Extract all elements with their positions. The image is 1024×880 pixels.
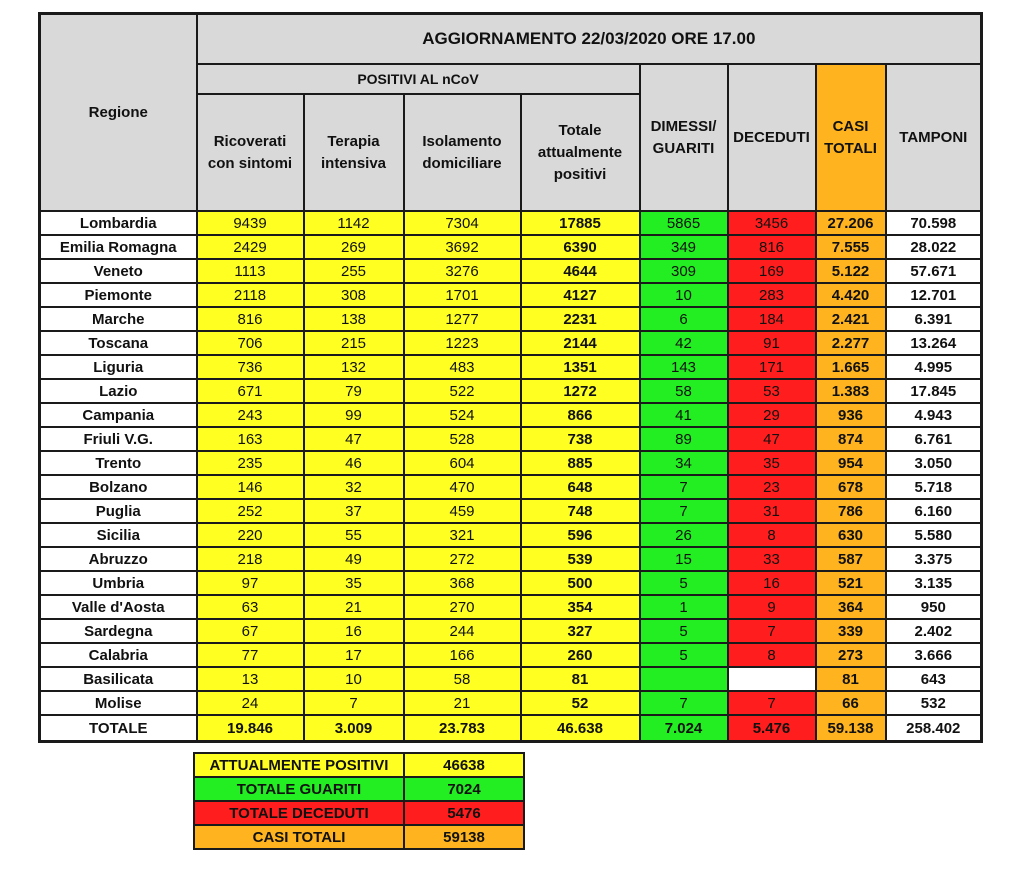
terapia-cell: 16: [304, 619, 404, 643]
summary-row: [194, 801, 524, 825]
casi-cell: 954: [816, 451, 886, 475]
casi-cell: 1.665: [816, 355, 886, 379]
totale-positivi-header: Totale attualmente positivi: [521, 94, 640, 211]
summary-label: CASI TOTALI: [194, 825, 404, 849]
region-name: Friuli V.G.: [40, 427, 197, 451]
isolamento-cell: 23.783: [404, 715, 521, 742]
tamponi-cell: 6.761: [886, 427, 982, 451]
ricoverati-cell: 9439: [197, 211, 304, 235]
isolamento-cell: 3692: [404, 235, 521, 259]
isolamento-cell: 321: [404, 523, 521, 547]
isolamento-cell: 7304: [404, 211, 521, 235]
casi-cell: 630: [816, 523, 886, 547]
dimessi-cell: 5865: [640, 211, 728, 235]
region-name: Lazio: [40, 379, 197, 403]
dimessi-cell: 5: [640, 619, 728, 643]
tamponi-cell: 6.160: [886, 499, 982, 523]
terapia-cell: 308: [304, 283, 404, 307]
ricoverati-cell: 220: [197, 523, 304, 547]
summary-value: 46638: [404, 753, 524, 777]
deceduti-cell: 7: [728, 619, 816, 643]
region-name: TOTALE: [40, 715, 197, 742]
dimessi-cell: 7.024: [640, 715, 728, 742]
ricoverati-cell: 671: [197, 379, 304, 403]
ricoverati-cell: 1113: [197, 259, 304, 283]
deceduti-header: DECEDUTI: [728, 64, 816, 211]
ricoverati-cell: 252: [197, 499, 304, 523]
tamponi-cell: 5.580: [886, 523, 982, 547]
tamponi-cell: 57.671: [886, 259, 982, 283]
isolamento-cell: 528: [404, 427, 521, 451]
dimessi-cell: 7: [640, 691, 728, 715]
regional-data-table: [38, 12, 983, 743]
casi-cell: 59.138: [816, 715, 886, 742]
deceduti-cell: 29: [728, 403, 816, 427]
table-row: [40, 691, 982, 715]
casi-cell: 339: [816, 619, 886, 643]
totale-positivi-cell: 260: [521, 643, 640, 667]
ricoverati-header: Ricoverati con sintomi: [197, 94, 304, 211]
totale-positivi-cell: 4127: [521, 283, 640, 307]
casi-cell: 2.421: [816, 307, 886, 331]
totale-positivi-cell: 738: [521, 427, 640, 451]
region-name: Umbria: [40, 571, 197, 595]
summary-value: 7024: [404, 777, 524, 801]
isolamento-cell: 58: [404, 667, 521, 691]
casi-cell: 936: [816, 403, 886, 427]
table-row: [40, 379, 982, 403]
casi-cell: 521: [816, 571, 886, 595]
totale-positivi-cell: 2231: [521, 307, 640, 331]
deceduti-cell: 816: [728, 235, 816, 259]
dimessi-header: DIMESSI/ GUARITI: [640, 64, 728, 211]
ricoverati-cell: 13: [197, 667, 304, 691]
terapia-cell: 3.009: [304, 715, 404, 742]
region-name: Bolzano: [40, 475, 197, 499]
deceduti-cell: 23: [728, 475, 816, 499]
totale-positivi-cell: 4644: [521, 259, 640, 283]
table-row: [40, 643, 982, 667]
table-body: [40, 211, 982, 742]
dimessi-cell: 15: [640, 547, 728, 571]
terapia-cell: 269: [304, 235, 404, 259]
tamponi-cell: 950: [886, 595, 982, 619]
region-name: Abruzzo: [40, 547, 197, 571]
region-header: Regione: [40, 14, 197, 212]
ricoverati-cell: 2118: [197, 283, 304, 307]
tamponi-header: TAMPONI: [886, 64, 982, 211]
region-name: Lombardia: [40, 211, 197, 235]
totale-positivi-cell: 6390: [521, 235, 640, 259]
summary-row: [194, 777, 524, 801]
tamponi-cell: 28.022: [886, 235, 982, 259]
casi-cell: 27.206: [816, 211, 886, 235]
casi-cell: 5.122: [816, 259, 886, 283]
casi-cell: 874: [816, 427, 886, 451]
deceduti-cell: 31: [728, 499, 816, 523]
tamponi-cell: 532: [886, 691, 982, 715]
isolamento-cell: 459: [404, 499, 521, 523]
summary-label: TOTALE DECEDUTI: [194, 801, 404, 825]
summary-label: ATTUALMENTE POSITIVI: [194, 753, 404, 777]
terapia-cell: 35: [304, 571, 404, 595]
totale-positivi-cell: 327: [521, 619, 640, 643]
dimessi-cell: 26: [640, 523, 728, 547]
table-row: [40, 499, 982, 523]
table-row: [40, 331, 982, 355]
tamponi-cell: 643: [886, 667, 982, 691]
casi-cell: 66: [816, 691, 886, 715]
terapia-cell: 46: [304, 451, 404, 475]
terapia-cell: 215: [304, 331, 404, 355]
deceduti-cell: 171: [728, 355, 816, 379]
casi-cell: 678: [816, 475, 886, 499]
deceduti-cell: 33: [728, 547, 816, 571]
deceduti-cell: 3456: [728, 211, 816, 235]
terapia-cell: 10: [304, 667, 404, 691]
casi-cell: 7.555: [816, 235, 886, 259]
ricoverati-cell: 146: [197, 475, 304, 499]
terapia-header: Terapia intensiva: [304, 94, 404, 211]
casi-cell: 1.383: [816, 379, 886, 403]
tamponi-cell: 3.375: [886, 547, 982, 571]
casi-cell: 273: [816, 643, 886, 667]
region-name: Marche: [40, 307, 197, 331]
deceduti-cell: 35: [728, 451, 816, 475]
dimessi-cell: 89: [640, 427, 728, 451]
ricoverati-cell: 67: [197, 619, 304, 643]
table-row: [40, 571, 982, 595]
isolamento-cell: 21: [404, 691, 521, 715]
terapia-cell: 99: [304, 403, 404, 427]
terapia-cell: 37: [304, 499, 404, 523]
terapia-cell: 138: [304, 307, 404, 331]
summary-row: [194, 825, 524, 849]
positivi-group-header: POSITIVI AL nCoV: [197, 64, 640, 94]
region-name: Emilia Romagna: [40, 235, 197, 259]
ricoverati-cell: 77: [197, 643, 304, 667]
casi-cell: 4.420: [816, 283, 886, 307]
isolamento-cell: 272: [404, 547, 521, 571]
terapia-cell: 32: [304, 475, 404, 499]
dimessi-cell: 42: [640, 331, 728, 355]
terapia-cell: 255: [304, 259, 404, 283]
dimessi-cell: 6: [640, 307, 728, 331]
tamponi-cell: 12.701: [886, 283, 982, 307]
totale-positivi-cell: 648: [521, 475, 640, 499]
dimessi-cell: 309: [640, 259, 728, 283]
deceduti-cell: 47: [728, 427, 816, 451]
totale-positivi-cell: 46.638: [521, 715, 640, 742]
tamponi-cell: 6.391: [886, 307, 982, 331]
deceduti-cell: 16: [728, 571, 816, 595]
dimessi-cell: 7: [640, 475, 728, 499]
totale-positivi-cell: 500: [521, 571, 640, 595]
table-row: [40, 547, 982, 571]
table-row: [40, 619, 982, 643]
table-row: [40, 451, 982, 475]
isolamento-header: Isolamento domiciliare: [404, 94, 521, 211]
table-row: [40, 523, 982, 547]
region-name: Sardegna: [40, 619, 197, 643]
dimessi-cell: 1: [640, 595, 728, 619]
region-name: Basilicata: [40, 667, 197, 691]
terapia-cell: 79: [304, 379, 404, 403]
summary-body: [194, 753, 524, 849]
summary-value: 59138: [404, 825, 524, 849]
region-name: Calabria: [40, 643, 197, 667]
table-row: [40, 307, 982, 331]
ricoverati-cell: 19.846: [197, 715, 304, 742]
tamponi-cell: 17.845: [886, 379, 982, 403]
casi-cell: 587: [816, 547, 886, 571]
totale-positivi-cell: 539: [521, 547, 640, 571]
isolamento-cell: 3276: [404, 259, 521, 283]
table-row: [40, 283, 982, 307]
totale-positivi-cell: 17885: [521, 211, 640, 235]
summary-value: 5476: [404, 801, 524, 825]
dimessi-cell: 143: [640, 355, 728, 379]
deceduti-cell: [728, 667, 816, 691]
isolamento-cell: 604: [404, 451, 521, 475]
terapia-cell: 132: [304, 355, 404, 379]
tamponi-cell: 13.264: [886, 331, 982, 355]
table-title: AGGIORNAMENTO 22/03/2020 ORE 17.00: [197, 14, 982, 65]
ricoverati-cell: 218: [197, 547, 304, 571]
tamponi-cell: 70.598: [886, 211, 982, 235]
deceduti-cell: 184: [728, 307, 816, 331]
totale-positivi-cell: 596: [521, 523, 640, 547]
tamponi-cell: 4.995: [886, 355, 982, 379]
tamponi-cell: 3.050: [886, 451, 982, 475]
total-row: [40, 715, 982, 742]
ricoverati-cell: 243: [197, 403, 304, 427]
isolamento-cell: 1223: [404, 331, 521, 355]
tamponi-cell: 258.402: [886, 715, 982, 742]
dimessi-cell: 10: [640, 283, 728, 307]
table-row: [40, 211, 982, 235]
deceduti-cell: 9: [728, 595, 816, 619]
region-name: Trento: [40, 451, 197, 475]
ricoverati-cell: 736: [197, 355, 304, 379]
dimessi-cell: 7: [640, 499, 728, 523]
dimessi-cell: 5: [640, 643, 728, 667]
casi-cell: 81: [816, 667, 886, 691]
casi-cell: 786: [816, 499, 886, 523]
isolamento-cell: 1701: [404, 283, 521, 307]
region-name: Puglia: [40, 499, 197, 523]
region-name: Valle d'Aosta: [40, 595, 197, 619]
dimessi-cell: 34: [640, 451, 728, 475]
deceduti-cell: 91: [728, 331, 816, 355]
table-row: [40, 667, 982, 691]
dimessi-cell: 58: [640, 379, 728, 403]
totale-positivi-cell: 1351: [521, 355, 640, 379]
dimessi-cell: 41: [640, 403, 728, 427]
isolamento-cell: 483: [404, 355, 521, 379]
ricoverati-cell: 2429: [197, 235, 304, 259]
totale-positivi-cell: 885: [521, 451, 640, 475]
tamponi-cell: 2.402: [886, 619, 982, 643]
table-row: [40, 595, 982, 619]
table-row: [40, 235, 982, 259]
isolamento-cell: 270: [404, 595, 521, 619]
isolamento-cell: 522: [404, 379, 521, 403]
totale-positivi-cell: 748: [521, 499, 640, 523]
isolamento-cell: 368: [404, 571, 521, 595]
ricoverati-cell: 163: [197, 427, 304, 451]
totale-positivi-cell: 866: [521, 403, 640, 427]
region-name: Molise: [40, 691, 197, 715]
ricoverati-cell: 816: [197, 307, 304, 331]
region-name: Campania: [40, 403, 197, 427]
terapia-cell: 1142: [304, 211, 404, 235]
dimessi-cell: 5: [640, 571, 728, 595]
region-name: Piemonte: [40, 283, 197, 307]
ricoverati-cell: 706: [197, 331, 304, 355]
summary-table: [193, 752, 525, 850]
totale-positivi-cell: 52: [521, 691, 640, 715]
isolamento-cell: 524: [404, 403, 521, 427]
tamponi-cell: 3.666: [886, 643, 982, 667]
terapia-cell: 55: [304, 523, 404, 547]
totale-positivi-cell: 354: [521, 595, 640, 619]
deceduti-cell: 283: [728, 283, 816, 307]
ricoverati-cell: 24: [197, 691, 304, 715]
terapia-cell: 49: [304, 547, 404, 571]
casi-cell: 2.277: [816, 331, 886, 355]
isolamento-cell: 166: [404, 643, 521, 667]
casi-cell: 364: [816, 595, 886, 619]
summary-row: [194, 753, 524, 777]
terapia-cell: 47: [304, 427, 404, 451]
table-row: [40, 403, 982, 427]
region-name: Toscana: [40, 331, 197, 355]
dimessi-cell: [640, 667, 728, 691]
totale-positivi-cell: 2144: [521, 331, 640, 355]
totale-positivi-cell: 1272: [521, 379, 640, 403]
ricoverati-cell: 63: [197, 595, 304, 619]
table-row: [40, 355, 982, 379]
tamponi-cell: 3.135: [886, 571, 982, 595]
deceduti-cell: 53: [728, 379, 816, 403]
table-row: [40, 259, 982, 283]
region-name: Sicilia: [40, 523, 197, 547]
tamponi-cell: 5.718: [886, 475, 982, 499]
summary-label: TOTALE GUARITI: [194, 777, 404, 801]
dimessi-cell: 349: [640, 235, 728, 259]
deceduti-cell: 169: [728, 259, 816, 283]
deceduti-cell: 7: [728, 691, 816, 715]
tamponi-cell: 4.943: [886, 403, 982, 427]
deceduti-cell: 8: [728, 643, 816, 667]
isolamento-cell: 1277: [404, 307, 521, 331]
terapia-cell: 17: [304, 643, 404, 667]
table-row: [40, 475, 982, 499]
ricoverati-cell: 235: [197, 451, 304, 475]
totale-positivi-cell: 81: [521, 667, 640, 691]
terapia-cell: 21: [304, 595, 404, 619]
isolamento-cell: 470: [404, 475, 521, 499]
terapia-cell: 7: [304, 691, 404, 715]
region-name: Liguria: [40, 355, 197, 379]
table-row: [40, 427, 982, 451]
deceduti-cell: 5.476: [728, 715, 816, 742]
casi-header: CASI TOTALI: [816, 64, 886, 211]
region-name: Veneto: [40, 259, 197, 283]
deceduti-cell: 8: [728, 523, 816, 547]
isolamento-cell: 244: [404, 619, 521, 643]
ricoverati-cell: 97: [197, 571, 304, 595]
